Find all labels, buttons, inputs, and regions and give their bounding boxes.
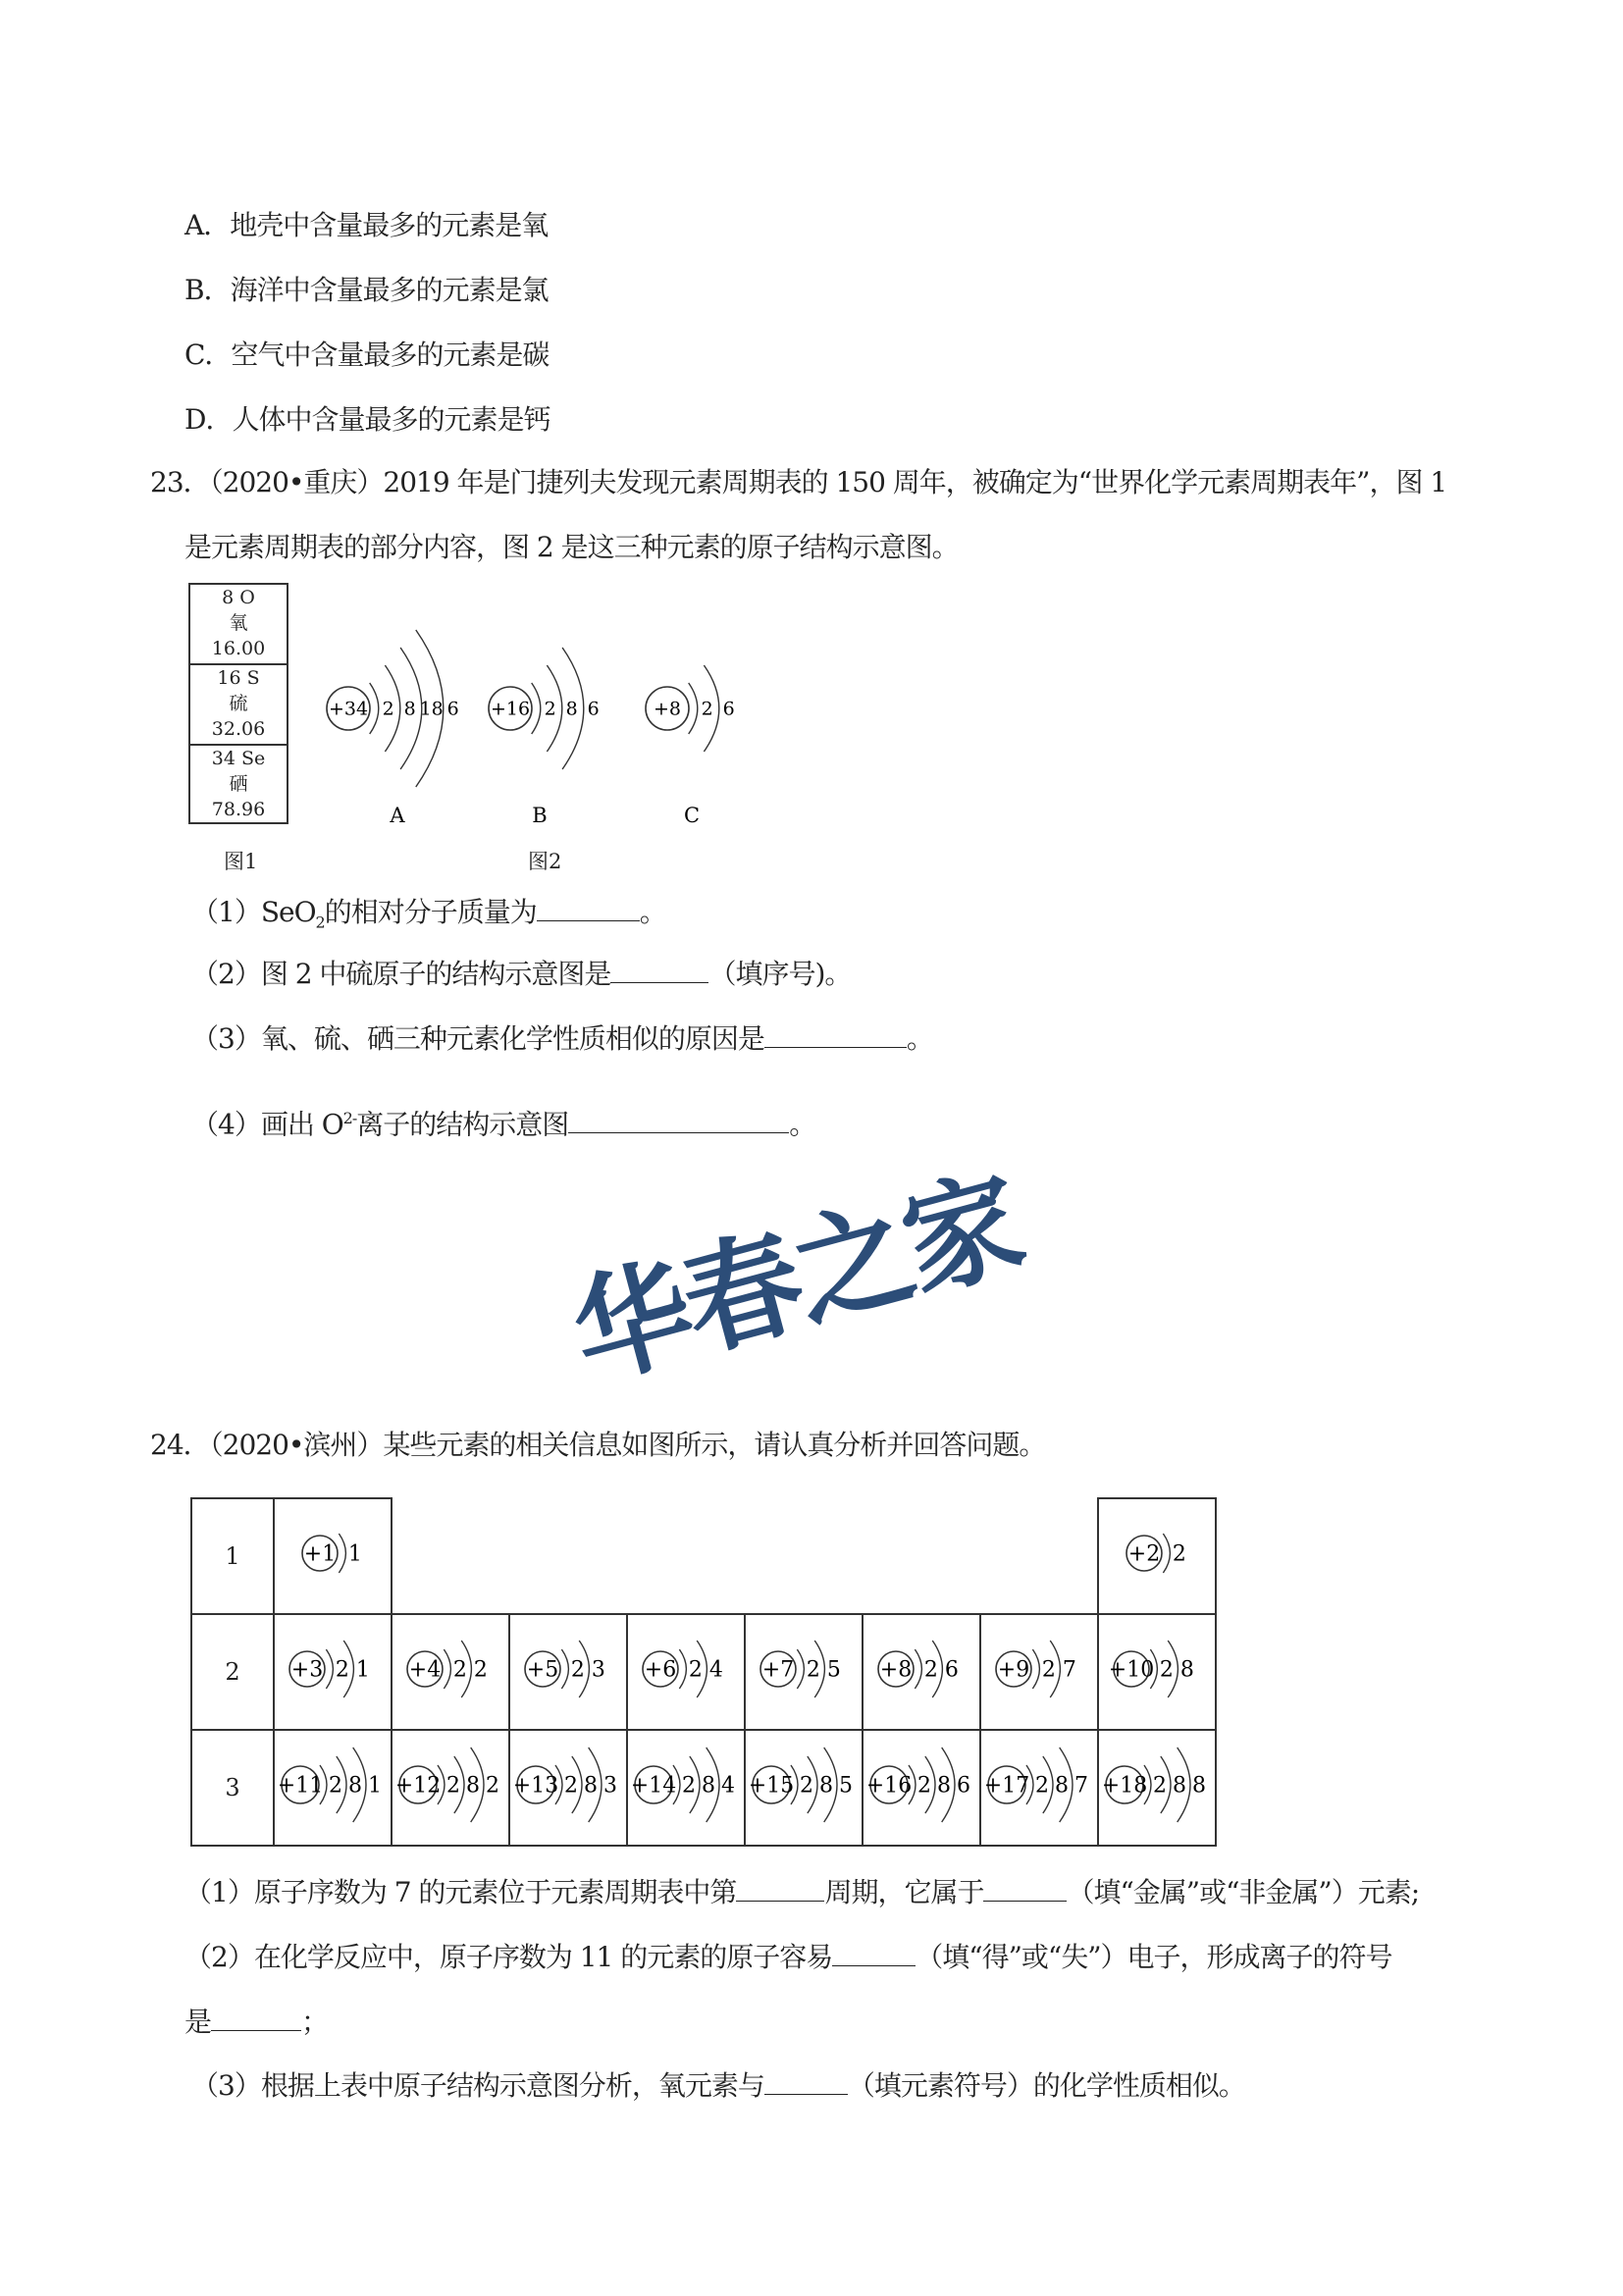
atom-cell <box>863 1614 980 1730</box>
atom-diagram <box>982 1615 1096 1723</box>
atom-cell <box>274 1498 392 1614</box>
electron-count: 2 <box>1041 1657 1056 1683</box>
element-name: 硫 <box>229 693 248 714</box>
electron-count: 7 <box>1062 1657 1076 1683</box>
atom-cell <box>274 1614 392 1730</box>
electron-count: 2 <box>806 1657 820 1683</box>
option-b: B．海洋中含量最多的元素是氯 <box>184 274 549 306</box>
electron-count: 4 <box>708 1657 723 1683</box>
atom-diagram <box>1100 1499 1214 1607</box>
q23-sub3: （3）氧、硫、硒三种元素化学性质相似的原因是 。 <box>191 1022 933 1055</box>
electron-count: 2 <box>1035 1773 1049 1799</box>
nuclear-charge: +16 <box>490 698 531 720</box>
q24-sub2: （2）在化学反应中，原子序数为 11 的元素的原子容易 （填“得”或“失”）电子，形成离子的符号 <box>184 1941 1392 1973</box>
answer-blank[interactable] <box>537 896 640 921</box>
nuclear-charge: +8 <box>653 698 682 720</box>
q23-stem-line1: 23．（2020•重庆）2019 年是门捷列夫发现元素周期表的 150 周年，被确定为“世界化学元素周期表年”，图 1 <box>150 466 1447 498</box>
atom-diagram <box>278 1748 382 1822</box>
q23-sub1: （1）SeO$_2$的相对分子质量为 。 <box>191 896 666 932</box>
nuclear-charge: +18 <box>1101 1773 1148 1799</box>
nuclear-charge: +1 <box>303 1541 337 1567</box>
q23-sub4: （4）画出 $O^{2-}$离子的结构示意图 。 <box>191 1108 816 1141</box>
atom-diagram <box>276 1499 390 1607</box>
nuclear-charge: +14 <box>630 1773 677 1799</box>
electron-count: 5 <box>826 1657 841 1683</box>
number-symbol: 8 O <box>222 587 255 608</box>
electron-count: 8 <box>466 1773 480 1799</box>
atom-diagram <box>866 1748 970 1822</box>
electron-count: 18 <box>419 698 444 720</box>
atom-cell <box>274 1730 392 1846</box>
q24-sub3: （3）根据上表中原子结构示意图分析，氧元素与 （填元素符号）的化学性质相似。 <box>191 2069 1245 2102</box>
period-label: 3 <box>191 1730 274 1846</box>
atom-diagram <box>525 1641 605 1697</box>
atom-diagram <box>747 1731 861 1839</box>
atom-diagram <box>1126 1534 1186 1573</box>
q24-sub2-cont: 是 ； <box>184 2006 329 2038</box>
answer-blank[interactable] <box>211 2006 301 2031</box>
atom-diagram <box>289 1641 370 1697</box>
nuclear-charge: +10 <box>1108 1657 1155 1683</box>
nuclear-charge: +17 <box>983 1773 1030 1799</box>
electron-count: 8 <box>702 1773 715 1799</box>
answer-blank[interactable] <box>832 1941 916 1966</box>
electron-count: 2 <box>335 1657 349 1683</box>
electron-count: 8 <box>584 1773 598 1799</box>
electron-count: 2 <box>446 1773 460 1799</box>
electron-count: 2 <box>564 1773 578 1799</box>
nuclear-charge: +12 <box>394 1773 442 1799</box>
atom-cell <box>980 1614 1098 1730</box>
nuclear-charge: +11 <box>277 1773 324 1799</box>
electron-count: 2 <box>1172 1541 1186 1567</box>
atom-label: B <box>532 804 548 827</box>
atom-diagram <box>749 1748 853 1822</box>
atom-diagram <box>395 1748 499 1822</box>
atom-cell <box>1098 1614 1216 1730</box>
nuclear-charge: +2 <box>1127 1541 1161 1567</box>
element-cell-o <box>190 585 287 665</box>
atom-diagram <box>1100 1615 1214 1723</box>
atom-cell <box>392 1730 509 1846</box>
electron-count: 8 <box>1055 1773 1069 1799</box>
electron-count: 8 <box>1192 1773 1206 1799</box>
atom-diagram <box>276 1615 390 1723</box>
atom-diagram <box>393 1731 507 1839</box>
electron-shell-arc <box>797 1649 804 1689</box>
electron-count: 6 <box>944 1657 959 1683</box>
atom-diagram <box>646 665 735 752</box>
q23-sub2: （2）图 2 中硫原子的结构示意图是 （填序号)。 <box>191 958 852 990</box>
atom-cell <box>745 1614 863 1730</box>
answer-blank[interactable] <box>764 1022 907 1048</box>
atom-diagram <box>631 1748 735 1822</box>
electron-shell-arc <box>561 1649 568 1689</box>
electron-count: 8 <box>403 698 416 720</box>
number-symbol: 34 Se <box>211 748 266 769</box>
atom-cell <box>1098 1498 1216 1614</box>
atomic-structure-diagrams <box>314 599 785 844</box>
table-row <box>191 1614 1216 1730</box>
electron-count: 6 <box>722 698 735 720</box>
electron-count: 2 <box>917 1773 931 1799</box>
electron-count: 2 <box>1153 1773 1167 1799</box>
electron-shell-arc <box>532 683 541 734</box>
nuclear-charge: +5 <box>526 1657 559 1683</box>
atom-diagram <box>629 1731 743 1839</box>
atom-diagram <box>760 1641 841 1697</box>
option-d: D．人体中含量最多的元素是钙 <box>184 403 550 436</box>
atom-cell <box>509 1614 627 1730</box>
electron-count: 2 <box>682 1773 696 1799</box>
answer-blank[interactable] <box>736 1876 824 1902</box>
table-row <box>191 1498 1216 1614</box>
nuclear-charge: +13 <box>512 1773 559 1799</box>
q23-stem-line2: 是元素周期表的部分内容，图 2 是这三种元素的原子结构示意图。 <box>184 531 959 563</box>
electron-count: 1 <box>368 1773 382 1799</box>
period-label: 2 <box>191 1614 274 1730</box>
atom-diagram <box>629 1615 743 1723</box>
watermark: 华春之家 <box>558 1155 1034 1405</box>
electron-shell-arc <box>444 1649 450 1689</box>
electron-shell-arc <box>1163 1534 1170 1573</box>
nuclear-charge: +15 <box>748 1773 795 1799</box>
atom-diagram <box>511 1731 625 1839</box>
element-name: 硒 <box>229 773 248 795</box>
atom-diagram <box>1109 1641 1194 1697</box>
electron-count: 5 <box>839 1773 853 1799</box>
figure-2-label: 图2 <box>528 850 562 873</box>
table-row <box>191 1730 1216 1846</box>
electron-count: 8 <box>565 698 578 720</box>
electron-shell-arc <box>370 683 379 734</box>
electron-count: 8 <box>1179 1657 1194 1683</box>
answer-blank[interactable] <box>568 1108 789 1133</box>
electron-count: 8 <box>937 1773 951 1799</box>
atom-diagram <box>407 1641 488 1697</box>
atom-cell <box>745 1730 863 1846</box>
nuclear-charge: +9 <box>997 1657 1030 1683</box>
answer-blank[interactable] <box>983 1876 1067 1902</box>
nuclear-charge: +8 <box>879 1657 913 1683</box>
nuclear-charge: +34 <box>328 698 369 720</box>
atom-diagram <box>878 1641 959 1697</box>
atom-label: A <box>390 804 405 827</box>
answer-blank[interactable] <box>610 958 708 983</box>
electron-count: 1 <box>347 1541 362 1567</box>
atom-cell <box>627 1614 745 1730</box>
q24-sub1: （1）原子序数为 7 的元素位于元素周期表中第 周期，它属于 （填“金属”或“非金属”）元素; <box>184 1876 1420 1908</box>
electron-count: 2 <box>486 1773 499 1799</box>
electron-count: 2 <box>452 1657 467 1683</box>
atom-cell <box>863 1730 980 1846</box>
electron-count: 1 <box>355 1657 370 1683</box>
atom-diagram <box>1102 1748 1206 1822</box>
atom-diagram <box>996 1641 1076 1697</box>
electron-count: 2 <box>923 1657 938 1683</box>
electron-count: 2 <box>570 1657 585 1683</box>
option-a: A．地壳中含量最多的元素是氧 <box>184 209 549 241</box>
atom-cell <box>980 1730 1098 1846</box>
atomic-mass: 78.96 <box>211 799 266 820</box>
atom-cell <box>509 1730 627 1846</box>
electron-count: 2 <box>544 698 556 720</box>
atom-diagram <box>511 1615 625 1723</box>
atomic-mass: 32.06 <box>211 718 266 740</box>
electron-count: 6 <box>587 698 600 720</box>
electron-shell-arc <box>689 683 698 734</box>
nuclear-charge: +3 <box>290 1657 324 1683</box>
nuclear-charge: +6 <box>644 1657 677 1683</box>
electron-shell-arc <box>326 1649 333 1689</box>
element-cell-se <box>190 746 287 826</box>
electron-shell-arc <box>915 1649 921 1689</box>
electron-count: 4 <box>721 1773 735 1799</box>
empty-cell <box>392 1498 1098 1614</box>
electron-count: 2 <box>329 1773 342 1799</box>
period-label: 1 <box>191 1498 274 1614</box>
electron-count: 8 <box>1173 1773 1186 1799</box>
nuclear-charge: +7 <box>761 1657 795 1683</box>
electron-shell-arc <box>679 1649 686 1689</box>
atom-diagram <box>864 1731 978 1839</box>
electron-count: 6 <box>957 1773 970 1799</box>
electron-count: 7 <box>1074 1773 1088 1799</box>
atom-diagram <box>276 1731 390 1839</box>
atom-diagram <box>302 1534 362 1573</box>
electron-shell-arc <box>1032 1649 1039 1689</box>
atom-label: C <box>683 804 701 827</box>
atom-diagram <box>864 1615 978 1723</box>
atom-cell <box>392 1614 509 1730</box>
atom-diagram <box>1100 1731 1214 1839</box>
atomic-mass: 16.00 <box>211 638 266 659</box>
electron-count: 2 <box>701 698 713 720</box>
element-cell-s <box>190 665 287 746</box>
electron-count: 3 <box>603 1773 617 1799</box>
electron-shell-arc <box>339 1534 345 1573</box>
atom-diagram <box>982 1731 1096 1839</box>
electron-count: 6 <box>446 698 459 720</box>
option-c: C．空气中含量最多的元素是碳 <box>184 339 550 371</box>
electron-count: 3 <box>591 1657 605 1683</box>
number-symbol: 16 S <box>217 667 260 689</box>
atom-diagram <box>984 1748 1088 1822</box>
element-name: 氧 <box>229 612 248 634</box>
electron-count: 2 <box>1159 1657 1174 1683</box>
electron-count: 8 <box>348 1773 362 1799</box>
electron-count: 2 <box>473 1657 488 1683</box>
atom-diagram <box>489 648 600 769</box>
atom-cell <box>627 1730 745 1846</box>
electron-count: 2 <box>688 1657 703 1683</box>
electron-count: 8 <box>819 1773 833 1799</box>
nuclear-charge: +16 <box>865 1773 913 1799</box>
atom-diagram <box>513 1748 617 1822</box>
nuclear-charge: +4 <box>408 1657 442 1683</box>
atom-cell <box>1098 1730 1216 1846</box>
atom-diagram <box>643 1641 723 1697</box>
q24-stem: 24．（2020•滨州）某些元素的相关信息如图所示，请认真分析并回答问题。 <box>150 1429 1046 1461</box>
electron-count: 2 <box>382 698 394 720</box>
atom-diagram <box>747 1615 861 1723</box>
figure-1-label: 图1 <box>224 850 258 873</box>
periodic-table-fragment <box>188 583 288 824</box>
element-table <box>190 1497 1217 1847</box>
answer-blank[interactable] <box>764 2069 848 2095</box>
atom-diagram <box>393 1615 507 1723</box>
electron-count: 2 <box>800 1773 813 1799</box>
atom-diagram <box>327 630 459 787</box>
